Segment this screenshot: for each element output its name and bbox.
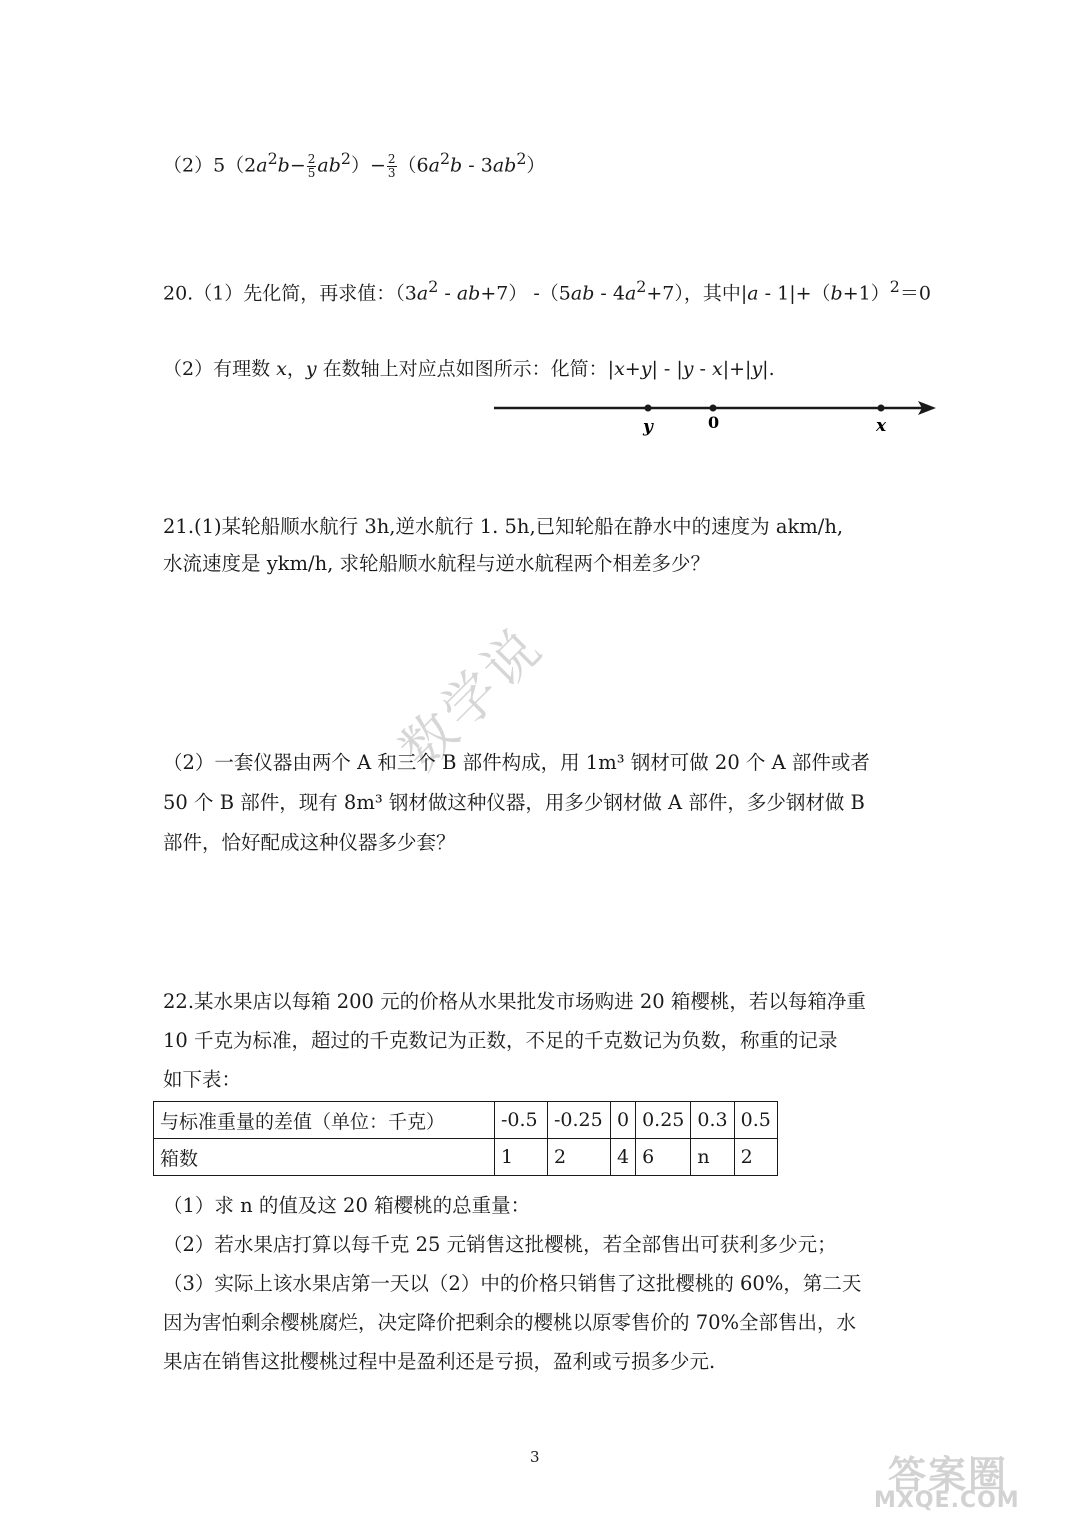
q22-sub2: （2）若水果店打算以每千克 25 元销售这批樱桃，若全部售出可获利多少元； (163, 1233, 837, 1256)
q22-intro: 22.某水果店以每箱 200 元的价格从水果批发市场购进 20 箱樱桃，若以每箱净重 10 千克为标准，超过的千克数记为正数，不足的千克数记为负数，称重的记录 如下表： (163, 990, 866, 1091)
table-row (154, 1102, 778, 1139)
q22-sub1: （1）求 n 的值及这 20 箱樱桃的总重量： (163, 1194, 531, 1217)
label-x: x (876, 416, 887, 436)
point-y (645, 405, 652, 412)
label-zero: 0 (708, 413, 720, 432)
q21-part1: 21.(1)某轮船顺水航行 3h,逆水航行 1. 5h,已知轮船在静水中的速度为 akm/h, 水流速度是 ykm/h, 求轮船顺水航程与逆水航程两个相差多少？ (163, 515, 844, 575)
table-cell: n (691, 1139, 734, 1176)
table-cell: 2 (734, 1139, 777, 1176)
table-cell: 0 (611, 1102, 636, 1139)
page-number: 3 (530, 1448, 540, 1466)
table-cell: 0.25 (636, 1102, 691, 1139)
point-x (878, 405, 885, 412)
q22-sub3: （3）实际上该水果店第一天以（2）中的价格只销售了这批樱桃的 60%，第二天 因为害怕剩余樱桃腐烂，决定降价把剩余的樱桃以原零售价的 70%全部售出，水 果店在销售这批樱桃过程中是盈利还是亏损，盈利或亏损多少元. (163, 1272, 862, 1373)
q21-part2: （2）一套仪器由两个 A 和三个 B 部件构成，用 1m³ 钢材可做 20 个 A 部件或者 50 个 B 部件，现有 8m³ 钢材做这种仪器，用多少钢材做 A 部件，多少钢材做 B 部件，恰好配成这种仪器多少套？ (163, 751, 870, 854)
table-row (154, 1139, 778, 1176)
table-cell: 0.3 (691, 1102, 734, 1139)
q20-part2: （2）有理数 x，y 在数轴上对应点如图所示：化简：|x+y| - |y - x|+|y|. (163, 358, 775, 380)
weight-difference-table (153, 1101, 778, 1176)
q19-part2-expression: $(2)5(2a^2b-$ $\frac{2}{5}$ $ab^2)-$ $\frac{2}{3}$ $(6a^2b - 3ab^2)$ (163, 149, 546, 180)
table-header-cell: 箱数 (154, 1139, 495, 1176)
table-cell: 6 (636, 1139, 691, 1176)
fraction-two-fifths: $\frac{2}{5}$ (307, 151, 316, 180)
label-y: y (643, 417, 653, 437)
table-cell: 1 (495, 1139, 548, 1176)
site-stamp-logo: 答案圈 MXQE.COM (874, 1452, 1020, 1513)
q20-part1: 20.（1）先化简，再求值：$(3a^2 - ab+7)$ $-(5ab - 4a^2+7)$，其中$|a - 1|+(b+1)^2=0$ (163, 277, 931, 305)
point-zero (710, 405, 717, 412)
q22-subquestions (163, 1186, 923, 1381)
table-cell: -0.5 (495, 1102, 548, 1139)
fraction-two-thirds: $\frac{2}{3}$ (387, 151, 396, 180)
table-header-cell: 与标准重量的差值（单位：千克） (154, 1102, 495, 1139)
table-cell: -0.25 (548, 1102, 611, 1139)
number-line-figure (490, 396, 940, 438)
watermark: 数学说 (387, 614, 556, 783)
table-cell: 0.5 (734, 1102, 777, 1139)
table-cell: 4 (611, 1139, 636, 1176)
table-cell: 2 (548, 1139, 611, 1176)
